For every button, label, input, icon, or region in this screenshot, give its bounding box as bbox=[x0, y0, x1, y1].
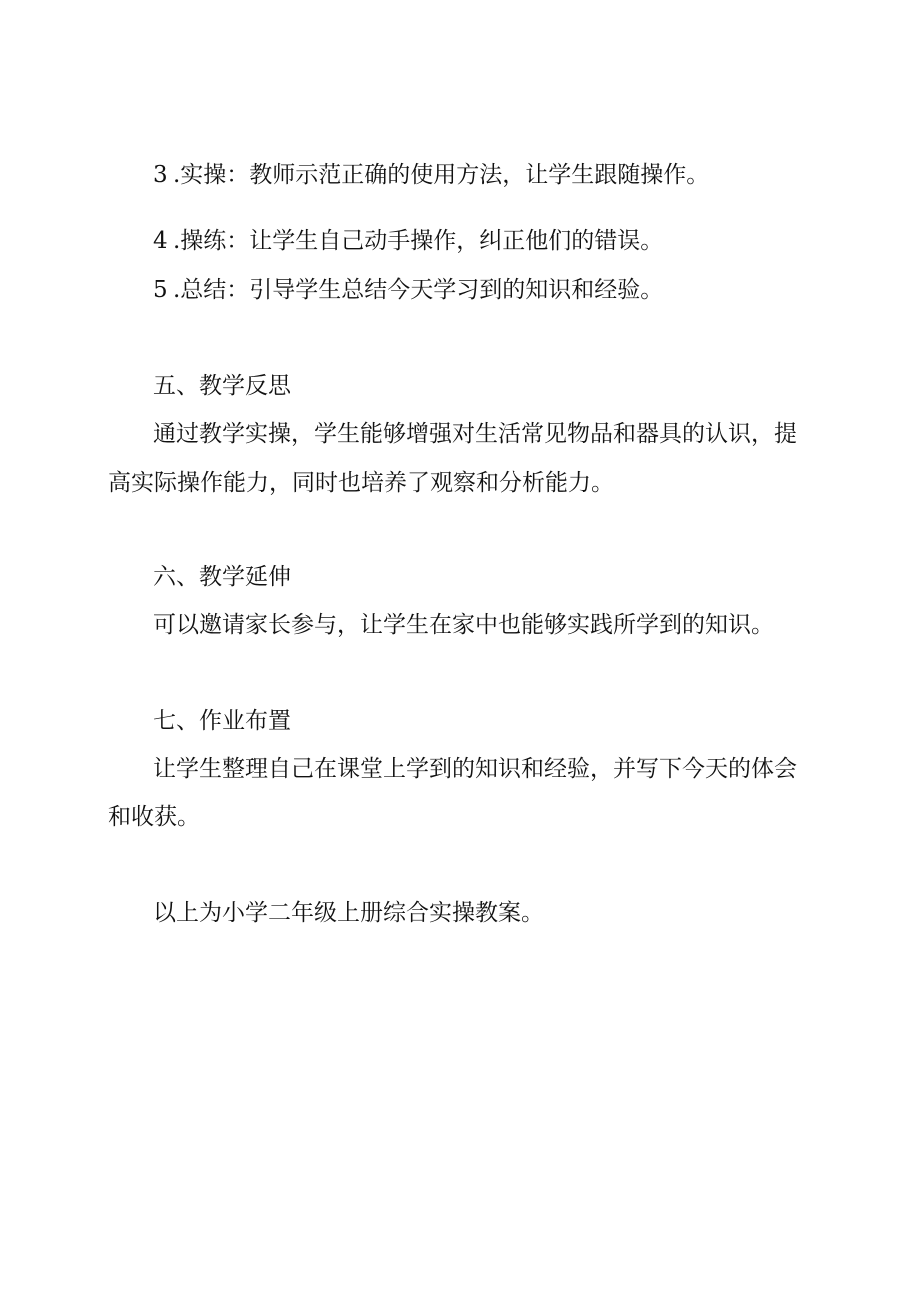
step-5 bbox=[153, 274, 853, 306]
step-number: 5 bbox=[153, 277, 168, 303]
section-heading-reflection: 五、教学反思 bbox=[153, 373, 291, 399]
closing-line: 以上为小学二年级上册综合实操教案。 bbox=[153, 900, 544, 926]
homework-paragraph-line-1 bbox=[153, 753, 803, 785]
extension-paragraph-line-1: 可以邀请家长参与，让学生在家中也能够实践所学到的知识。 bbox=[153, 612, 774, 638]
paragraph-text: 让学生整理自己在课堂上学到的知识和经验，并写下今天的体会 bbox=[153, 756, 797, 782]
step-4 bbox=[153, 225, 853, 257]
reflection-paragraph-line-1 bbox=[153, 418, 803, 450]
step-number: 3 bbox=[153, 162, 168, 188]
homework-paragraph-line-2: 和收获。 bbox=[108, 804, 200, 830]
step-number: 4 bbox=[153, 228, 168, 254]
paragraph-text: 通过教学实操，学生能够增强对生活常见物品和器具的认识，提 bbox=[153, 421, 797, 447]
reflection-paragraph-line-2: 高实际操作能力，同时也培养了观察和分析能力。 bbox=[108, 470, 614, 496]
step-text: .操练：让学生自己动手操作，纠正他们的错误。 bbox=[173, 228, 664, 254]
step-text: .实操：教师示范正确的使用方法，让学生跟随操作。 bbox=[173, 162, 710, 188]
section-heading-homework: 七、作业布置 bbox=[153, 708, 291, 734]
step-text: .总结：引导学生总结今天学习到的知识和经验。 bbox=[173, 277, 664, 303]
step-3 bbox=[153, 159, 853, 191]
section-heading-extension: 六、教学延伸 bbox=[153, 564, 291, 590]
